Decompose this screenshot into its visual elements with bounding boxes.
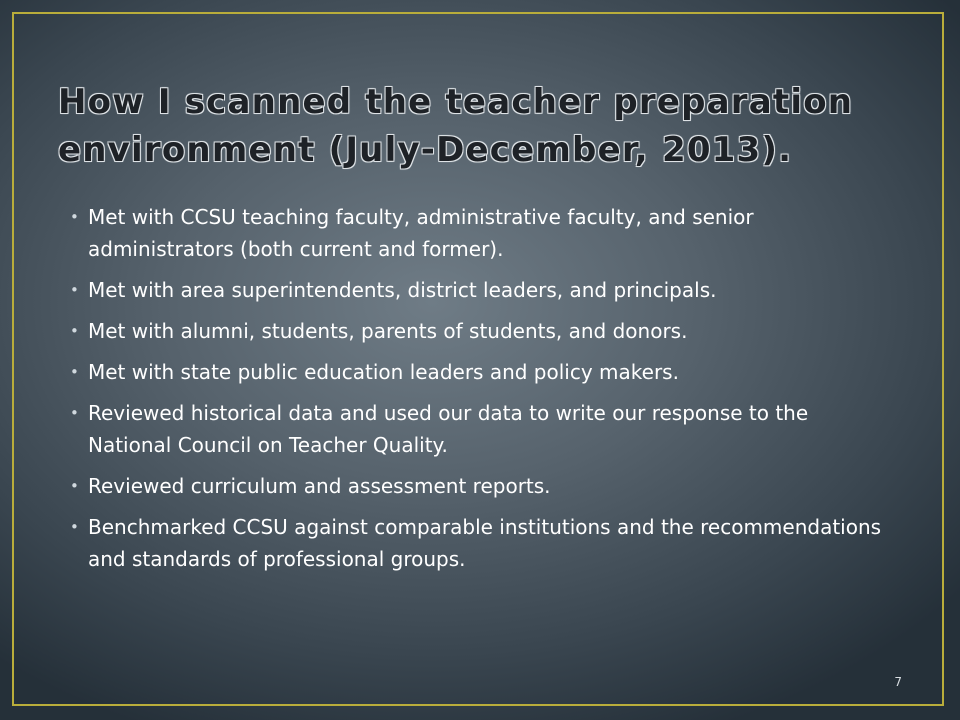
bullet-icon: • [70,208,79,226]
bullet-item [70,470,890,502]
bullet-list [70,201,890,584]
bullet-item [70,356,890,388]
slide-title: How I scanned the teacher preparation environment (July-December, 2013). [58,82,854,170]
bullet-icon: • [70,281,79,299]
page-number: 7 [894,675,902,689]
bullet-text: Reviewed curriculum and assessment reports. [88,474,551,498]
bullet-icon: • [70,404,79,422]
bullet-text: Benchmarked CCSU against comparable institutions and the recommendations and standards of professional groups. [88,515,882,571]
bullet-text: Reviewed historical data and used our data to write our response to the National Council on Teacher Quality. [88,401,809,457]
bullet-text: Met with area superintendents, district leaders, and principals. [88,278,717,302]
bullet-icon: • [70,363,79,381]
bullet-icon: • [70,477,79,495]
bullet-text: Met with state public education leaders and policy makers. [88,360,679,384]
bullet-text: Met with CCSU teaching faculty, administrative faculty, and senior administrators (both current and former). [88,205,754,261]
bullet-item [70,274,890,306]
bullet-item [70,315,890,347]
bullet-item [70,201,890,265]
bullet-text: Met with alumni, students, parents of students, and donors. [88,319,688,343]
bullet-item [70,511,890,575]
bullet-item [70,397,890,461]
bullet-icon: • [70,518,79,536]
bullet-icon: • [70,322,79,340]
